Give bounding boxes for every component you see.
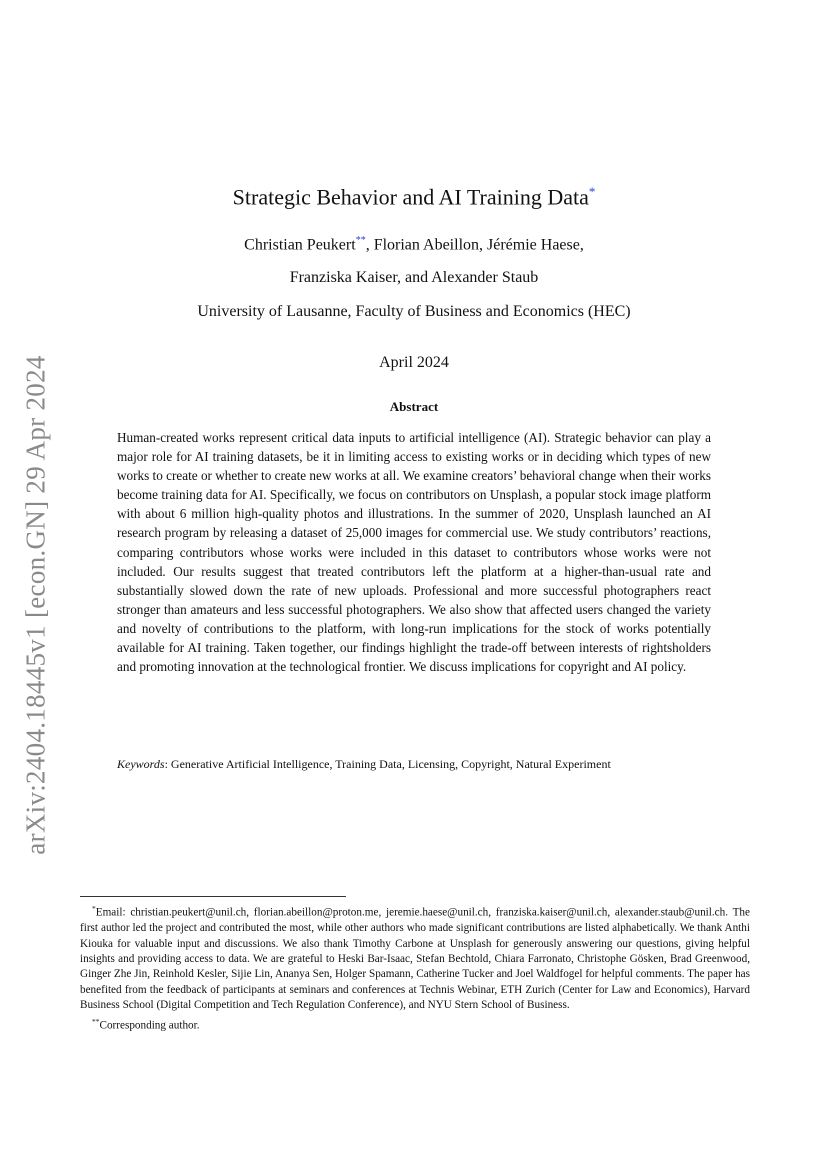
keywords-list: : Generative Artificial Intelligence, Training Data, Licensing, Copyright, Natural Experiment: [164, 757, 611, 771]
footnotes-section: [80, 901, 750, 1034]
author-list-line-2: Franziska Kaiser, and Alexander Staub: [289, 269, 539, 286]
abstract-text: Human-created works represent critical data inputs to artificial intelligence (AI). Strategic behavior can play a major role for AI training datasets, be it in limiting access to existing works or in deciding which types of new works to create or whether to create new works at all. We examine creators’ behavioral change when their works become training data for AI. Specifically, we focus on contributors on Unsplash, a popular stock image platform with about 6 million high-quality photos and illustrations. In the summer of 2020, Unsplash launched an AI research program by releasing a dataset of 25,000 images for commercial use. We study contributors’ reactions, comparing contributors whose works were included in this dataset to contributors whose works were not included. Our results suggest that treated contributors left the platform at a higher-than-usual rate and substantially slowed down the rate of new uploads. Professional and more successful photographers react stronger than amateurs and less successful photographers. We also show that affected users changed the variety and novelty of contributions to the platform, with long-run implications for the stock of works potentially available for AI training. Taken together, our findings highlight the trade-off between interests of rightsholders and promoting innovation at the technological frontier. We discuss implications for copyright and AI policy.: [117, 430, 711, 675]
publication-date: April 2024: [379, 354, 449, 371]
footnote-mark: **: [92, 1016, 100, 1026]
arxiv-identifier-stamp: arXiv:2404.18445v1 [econ.GN] 29 Apr 2024: [20, 355, 51, 855]
title-text: Strategic Behavior and AI Training Data: [232, 184, 589, 210]
abstract-heading: Abstract: [389, 399, 439, 414]
footnote-mark: *: [92, 904, 96, 913]
first-author-name: Christian Peukert: [244, 236, 356, 254]
paper-title: [0, 184, 828, 210]
footnote-divider: [80, 896, 346, 897]
footnote-email: [80, 901, 750, 1014]
footnote-corresponding-author: [80, 1014, 750, 1034]
title-footnote-link[interactable]: *: [588, 184, 596, 199]
footnote-email-text: Email: christian.peukert@unil.ch, florian.abeillon@proton.me, jeremie.haese@unil.ch, franziska.kaiser@unil.ch, alexander.staub@unil.ch. The first author led the project and contributed the most, while other authors who made significant contributions are listed alphabetically. We thank Anthi Kiouka for valuable input and discussions. We also thank Timothy Carbone at Unsplash for generously answering our questions, giving helpful insights and providing access to data. We are grateful to Heski Bar-Isaac, Stefan Bechtold, Chiara Farronato, Christophe Gösken, Brad Greenwood, Ginger Zhe Jin, Reinhold Kesler, Sijie Lin, Ananya Sen, Holger Spamann, Catherine Tucker and Joel Waldfogel for helpful comments. The paper has benefited from the feedback of participants at seminars and conferences at Technis Webinar, ETH Zurich (Center for Law and Economics), Harvard Business School (Digital Competition and Tech Regulation Conference), and NYU Stern School of Business.: [80, 906, 750, 1012]
author-affiliation: University of Lausanne, Faculty of Business and Economics (HEC): [197, 303, 631, 320]
keywords-label: Keywords: [117, 757, 165, 771]
author-list-line-1: [0, 235, 828, 254]
corresponding-author-footnote-link[interactable]: **: [355, 235, 366, 246]
keywords-line: [117, 757, 737, 772]
footnote-corresponding-text: Corresponding author.: [99, 1019, 200, 1032]
other-authors: , Florian Abeillon, Jérémie Haese,: [365, 236, 584, 254]
